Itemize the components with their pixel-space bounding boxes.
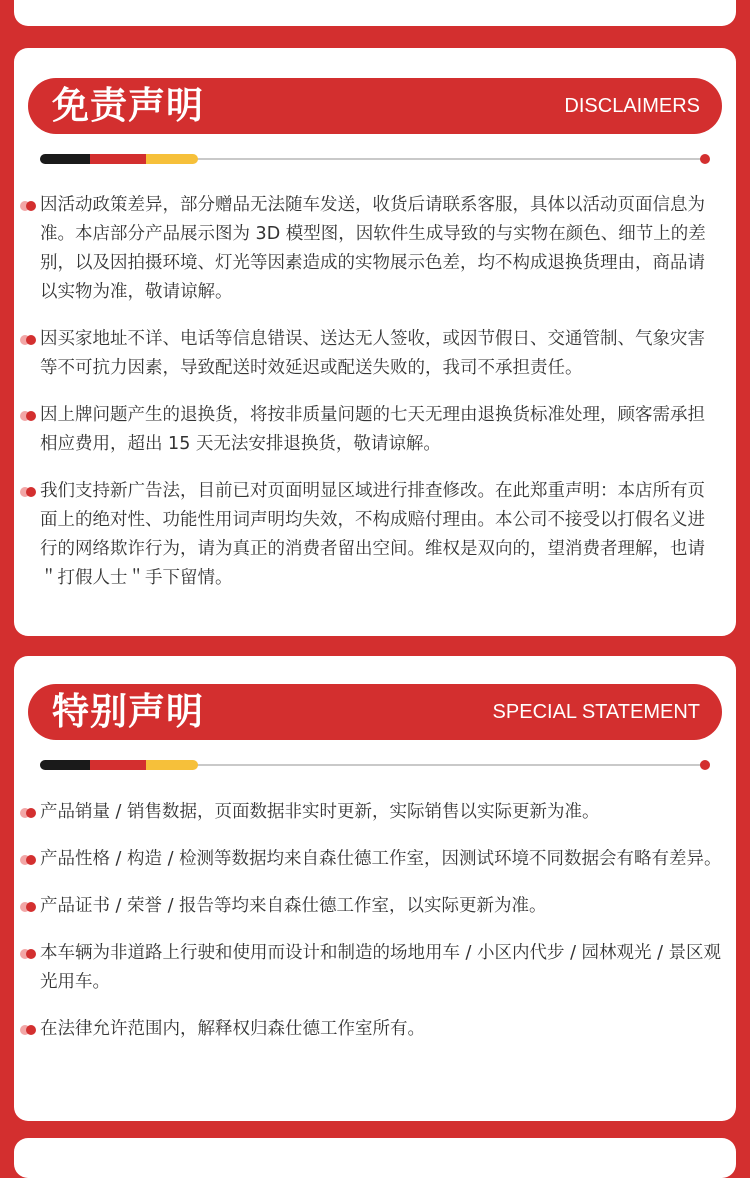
bullet-icon — [20, 487, 38, 497]
list-item-text: 因上牌问题产生的退换货，将按非质量问题的七天无理由退换货标准处理，顾客需承担相应费用，超出 15 天无法安排退换货，敬请谅解。 — [40, 405, 705, 454]
next-card — [14, 1138, 736, 1178]
bullet-icon — [20, 808, 38, 818]
disclaimers-card — [14, 48, 736, 636]
special-banner — [28, 684, 722, 740]
list-item-text: 产品性格 / 构造 / 检测等数据均来自森仕德工作室，因测试环境不同数据会有略有差异。 — [40, 849, 722, 869]
list-item-text: 因买家地址不详、电话等信息错误、送达无人签收，或因节假日、交通管制、气象灾害等不可抗力因素，导致配送时效延迟或配送失败的，我司不承担责任。 — [40, 329, 705, 378]
disclaimers-subtitle: DISCLAIMERS — [564, 95, 700, 117]
list-item — [20, 845, 722, 874]
list-item — [20, 191, 722, 307]
disclaimers-title: 免责声明 — [52, 84, 204, 127]
bullet-icon — [20, 902, 38, 912]
bullet-icon — [20, 335, 38, 345]
list-item-text: 因活动政策差异，部分赠品无法随车发送，收货后请联系客服，具体以活动页面信息为准。本店部分产品展示图为 3D 模型图，因软件生成导致的与实物在颜色、细节上的差别，以及因拍摄环境、灯光等因素造成的实物展示色差，均不构成退换货理由，商品请以实物为准，敬请谅解。 — [40, 195, 706, 302]
list-item-text: 在法律允许范围内，解释权归森仕德工作室所有。 — [40, 1019, 425, 1039]
special-list — [20, 798, 722, 1062]
list-item — [20, 477, 722, 593]
list-item — [20, 892, 722, 921]
special-title: 特别声明 — [52, 690, 204, 733]
list-item — [20, 1015, 722, 1044]
list-item-text: 产品销量 / 销售数据，页面数据非实时更新，实际销售以实际更新为准。 — [40, 802, 600, 822]
bullet-icon — [20, 1025, 38, 1035]
list-item-text: 产品证书 / 荣誉 / 报告等均来自森仕德工作室，以实际更新为准。 — [40, 896, 547, 916]
list-item — [20, 939, 722, 997]
list-item — [20, 325, 722, 383]
disclaimers-list — [20, 191, 722, 611]
list-item — [20, 401, 722, 459]
divider-dot-icon — [700, 760, 710, 770]
list-item — [20, 798, 722, 827]
list-item-text: 本车辆为非道路上行驶和使用而设计和制造的场地用车 / 小区内代步 / 园林观光 / 景区观光用车。 — [40, 943, 722, 992]
bullet-icon — [20, 201, 38, 211]
bullet-icon — [20, 411, 38, 421]
special-statement-card — [14, 656, 736, 1121]
disclaimers-banner — [28, 78, 722, 134]
disclaimers-divider — [40, 154, 710, 164]
special-subtitle: SPECIAL STATEMENT — [492, 701, 700, 723]
bullet-icon — [20, 949, 38, 959]
divider-dot-icon — [700, 154, 710, 164]
list-item-text: 我们支持新广告法，目前已对页面明显区域进行排查修改。在此郑重声明：本店所有页面上的绝对性、功能性用词声明均失效，不构成赔付理由。本公司不接受以打假名义进行的网络欺诈行为，请为真正的消费者留出空间。维权是双向的，望消费者理解，也请＂打假人士＂手下留情。 — [40, 481, 705, 588]
previous-card — [14, 0, 736, 26]
bullet-icon — [20, 855, 38, 865]
special-divider — [40, 760, 710, 770]
